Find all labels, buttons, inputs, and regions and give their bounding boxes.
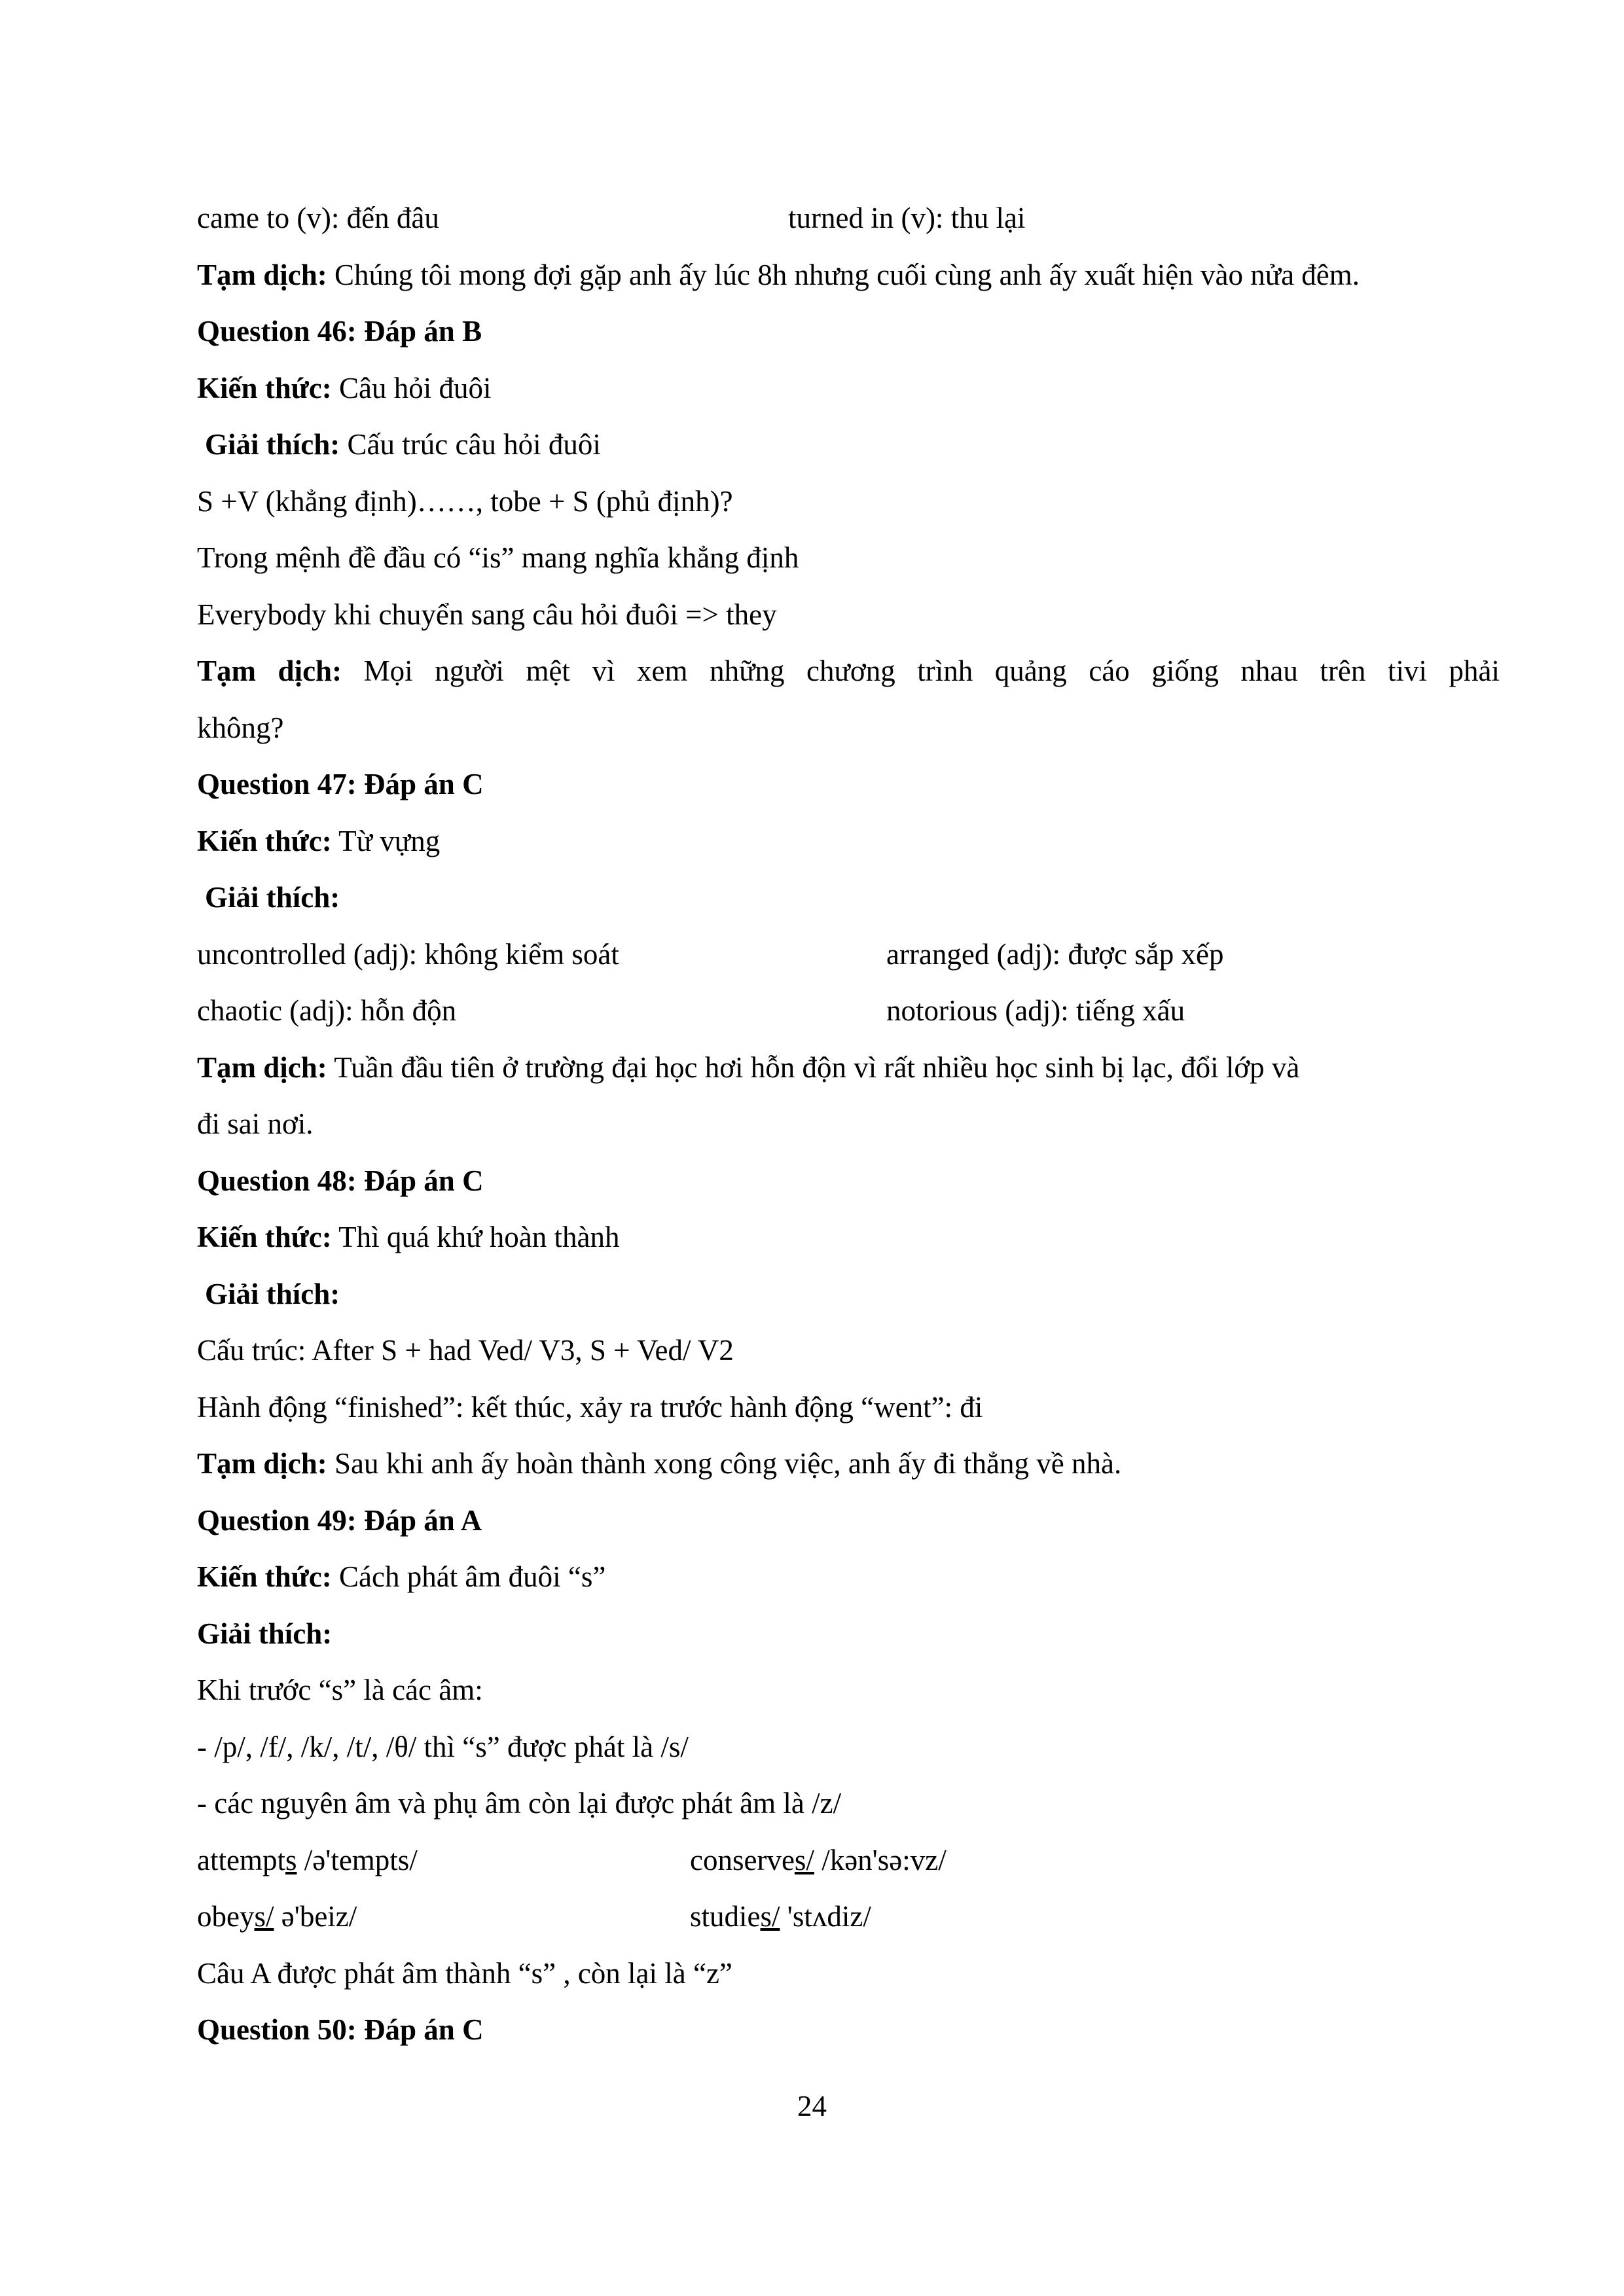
translation-line (197, 1435, 1500, 1492)
knowledge-text: Câu hỏi đuôi (331, 371, 492, 404)
phonetic-item (197, 1900, 357, 1933)
vocab-row (197, 982, 1500, 1039)
page-number: 24 (797, 2090, 827, 2123)
translation-label: Tạm dịch: (197, 258, 327, 291)
translation-line (197, 247, 1500, 304)
explanation-label: Giải thích: (205, 881, 340, 914)
translation-label: Tạm dịch: (197, 1050, 327, 1084)
underlined-ending: s/ (254, 1900, 274, 1933)
vocab-item: uncontrolled (adj): không kiểm soát (197, 937, 619, 971)
question-heading: Question 47: Đáp án C (197, 768, 484, 800)
underlined-ending: s (285, 1843, 297, 1876)
explanation-label: Giải thích: (205, 1277, 340, 1310)
vocab-row (197, 190, 1500, 247)
explanation-label: Giải thích: (197, 1617, 333, 1650)
phonetic-transcription: ə'beiz/ (274, 1900, 357, 1933)
translation-line (197, 643, 1500, 700)
phonetic-transcription: 'stʌdiz/ (780, 1900, 871, 1933)
vocab-item: chaotic (adj): hỗn độn (197, 994, 457, 1027)
question-heading: Question 46: Đáp án B (197, 315, 482, 348)
knowledge-label: Kiến thức: (197, 1560, 332, 1593)
translation-continuation: đi sai nơi. (197, 1107, 314, 1140)
translation-label: Tạm dịch: (197, 655, 342, 687)
word-stem: attempt (197, 1843, 285, 1876)
explanation-line (197, 869, 1500, 926)
underlined-ending: s/ (794, 1843, 814, 1876)
phonetic-row (197, 1832, 1500, 1889)
knowledge-line (197, 813, 1500, 870)
vocab-item: notorious (adj): tiếng xấu (886, 994, 1185, 1027)
knowledge-label: Kiến thức: (197, 824, 332, 857)
knowledge-label: Kiến thức: (197, 1221, 332, 1253)
word-stem: obey (197, 1900, 255, 1933)
vocab-item: turned in (v): thu lại (788, 202, 1026, 234)
translation-text: Chúng tôi mong đợi gặp anh ấy lúc 8h nhưng cuối cùng anh ấy xuất hiện vào nửa đêm. (327, 258, 1360, 291)
explanation-text: Cấu trúc câu hỏi đuôi (340, 428, 601, 461)
translation-text: Mọi người mệt vì xem những chương trình quảng cáo giống nhau trên tivi phải (342, 655, 1500, 687)
translation-continuation: không? (197, 711, 284, 744)
translation-line (197, 1039, 1500, 1096)
word-stem: studie (690, 1900, 761, 1933)
phonetic-transcription: /kən'sə:vz/ (814, 1843, 947, 1876)
knowledge-text: Từ vựng (331, 824, 441, 857)
knowledge-line (197, 360, 1500, 417)
body-line: Cấu trúc: After S + had Ved/ V3, S + Ved/ V2 (197, 1334, 734, 1367)
body-line: Trong mệnh đề đầu có “is” mang nghĩa khẳng định (197, 541, 799, 574)
knowledge-line (197, 1549, 1500, 1605)
knowledge-line (197, 1209, 1500, 1266)
question-heading: Question 49: Đáp án A (197, 1503, 482, 1537)
phonetic-item (690, 1888, 871, 1945)
explanation-line (197, 1605, 1500, 1662)
explanation-line (197, 416, 1500, 473)
phonetic-item (690, 1832, 947, 1889)
phonetic-row (197, 1888, 1500, 1945)
phonetic-transcription: /ə'tempts/ (297, 1843, 418, 1876)
page-content (197, 190, 1500, 2058)
body-line: - các nguyên âm và phụ âm còn lại được phát âm là /z/ (197, 1787, 842, 1820)
body-line: S +V (khẳng định)……, tobe + S (phủ định)? (197, 484, 733, 518)
translation-label: Tạm dịch: (197, 1447, 327, 1480)
knowledge-label: Kiến thức: (197, 371, 332, 404)
underlined-ending: s/ (760, 1900, 780, 1933)
question-heading: Question 48: Đáp án C (197, 1164, 484, 1197)
translation-text: Tuần đầu tiên ở trường đại học hơi hỗn độn vì rất nhiều học sinh bị lạc, đổi lớp và (327, 1050, 1300, 1084)
body-line: Everybody khi chuyển sang câu hỏi đuôi => they (197, 598, 777, 631)
explanation-line (197, 1266, 1500, 1323)
vocab-item: came to (v): đến đâu (197, 202, 439, 234)
word-stem: conserve (690, 1843, 795, 1876)
body-line: Câu A được phát âm thành “s” , còn lại là “z” (197, 1956, 732, 1990)
body-line: - /p/, /f/, /k/, /t/, /θ/ thì “s” được phát là /s/ (197, 1730, 689, 1763)
explanation-label: Giải thích: (205, 428, 340, 461)
question-heading: Question 50: Đáp án C (197, 2013, 484, 2046)
body-line: Hành động “finished”: kết thúc, xảy ra trước hành động “went”: đi (197, 1390, 983, 1424)
knowledge-text: Thì quá khứ hoàn thành (331, 1221, 620, 1253)
body-line: Khi trước “s” là các âm: (197, 1674, 483, 1706)
vocab-item: arranged (adj): được sắp xếp (886, 937, 1224, 971)
translation-text: Sau khi anh ấy hoàn thành xong công việc, anh ấy đi thẳng về nhà. (327, 1447, 1122, 1480)
knowledge-text: Cách phát âm đuôi “s” (331, 1560, 606, 1593)
vocab-row (197, 926, 1500, 983)
phonetic-item (197, 1844, 418, 1876)
